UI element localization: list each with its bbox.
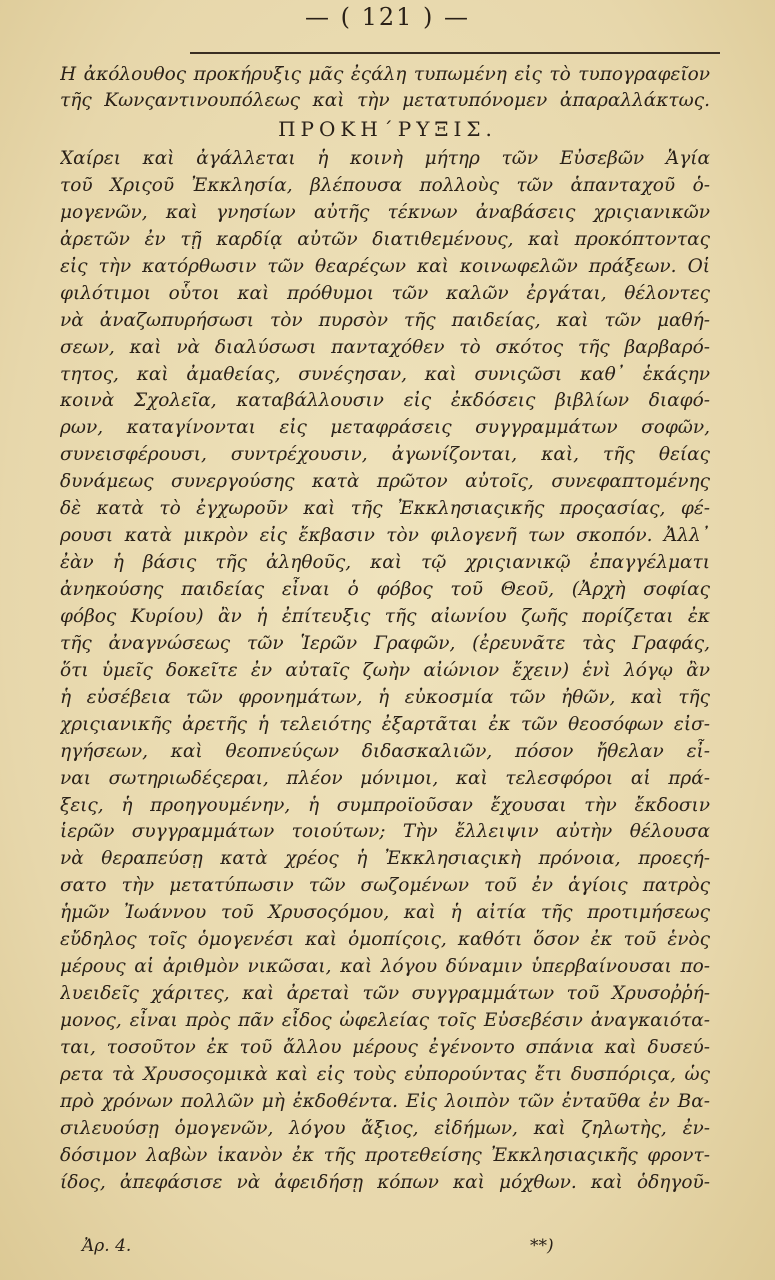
body-line: σατο τὴν μετατύπωσιν τῶν σωζομένων τοῦ ἐν ἁγίοις πατρὸς (60, 875, 710, 897)
body-line: ρουσι κατὰ μικρὸν εἰς ἔκβασιν τὸν φιλογενῆ των σκοπόν. Ἀλλ᾽ (60, 525, 710, 547)
body-line: νὰ ἀναζωπυρήσωσι τὸν πυρσὸν τῆς παιδείας, καὶ τῶν μαθή- (60, 309, 710, 331)
body-line: ρων, καταγίνονται εἰς μεταφράσεις συγγραμμάτων σοφῶν, (60, 417, 710, 439)
signature-mark: Ἀρ. 4. (82, 1236, 132, 1256)
body-line: συνεισφέρουσι, συντρέχουσιν, ἀγωνίζονται, καὶ, τῆς θείας (60, 444, 710, 466)
body-line: ναι σωτηριωδέςεραι, πλέον μόνιμοι, καὶ τελεσφόροι αἱ πρά- (60, 767, 710, 789)
body-line: ἀρετῶν ἐν τῇ καρδίᾳ αὐτῶν διατιθεμένους, καὶ προκόπτοντας (60, 228, 710, 250)
page-number-header: — ( 121 ) — (304, 3, 471, 31)
body-line: ἡμῶν Ἰωάννου τοῦ Χρυσοςόμου, καὶ ἡ αἰτία τῆς προτιμήσεως (60, 902, 710, 924)
body-line: εἰς τὴν κατόρθωσιν τῶν θεαρέςων καὶ κοινωφελῶν πράξεων. Οἱ (60, 255, 710, 277)
body-line: ξεις, ἡ προηγουμένην, ἡ συμπροϊοῦσαν ἔχουσαι τὴν ἔκδοσιν (60, 794, 710, 816)
body-line: σεων, καὶ νὰ διαλύσωσι πανταχόθεν τὸ σκότος τῆς βαρβαρό- (60, 336, 710, 358)
intro-note (60, 62, 710, 114)
body-line: σιλευούσῃ ὁμογενῶν, λόγου ἄξιος, εἰδήμων, καὶ ζηλωτὴς, ἐν- (60, 1117, 710, 1139)
body-line: ηγήσεων, καὶ θεοπνεύςων διδασκαλιῶν, πόσον ἤθελαν εἶ- (60, 740, 710, 762)
header-rule (190, 52, 720, 54)
body-line: ται, τοσοῦτον ἐκ τοῦ ἄλλου μέρους ἐγένοντο σπάνια καὶ δυσεύ- (60, 1036, 710, 1058)
body-line: τῆς ἀναγνώσεως τῶν Ἱερῶν Γραφῶν, (ἐρευνᾶτε τὰς Γραφάς, (60, 632, 710, 654)
body-line: χριςιανικῆς ἀρετῆς ἡ τελειότης ἐξαρτᾶται ἐκ τῶν θεοσόφων εἰσ- (60, 713, 710, 735)
page-footer (0, 1233, 775, 1259)
body-line: ἡ εὐσέβεια τῶν φρονημάτων, ἡ εὐκοσμία τῶν ἠθῶν, καὶ τῆς (60, 686, 710, 708)
body-line: δυνάμεως συνεργούσης κατὰ πρῶτον αὐτοῖς, συνεφαπτομένης (60, 471, 710, 493)
body-line: ρετα τὰ Χρυσοςομικὰ καὶ εἰς τοὺς εὐπορούντας ἔτι δυσπόριςα, ὡς (60, 1063, 710, 1085)
body-line: ἀνηκούσης παιδείας εἶναι ὁ φόβος τοῦ Θεοῦ, (Ἀρχὴ σοφίας (60, 579, 710, 600)
body-line: τητος, καὶ ἀμαθείας, συνέςησαν, καὶ συνιςῶσι καθ᾽ ἑκάςην (60, 363, 710, 385)
body-line: νὰ θεραπεύσῃ κατὰ χρέος ἡ Ἐκκλησιαςικὴ πρόνοια, προεςή- (60, 848, 710, 870)
body-text (60, 146, 710, 1197)
body-line: ἱερῶν συγγραμμάτων τοιούτων; Τὴν ἔλλειψιν αὐτὴν θέλουσα (60, 821, 710, 843)
section-heading: ΠΡΟΚΗ΄ΡΥΞΙΣ. (278, 117, 497, 141)
body-line: δόσιμον λαβὼν ἱκανὸν ἐκ τῆς προτεθείσης Ἐκκλησιαςικῆς φροντ- (60, 1144, 710, 1166)
body-line: λυειδεῖς χάριτες, καὶ ἀρεταὶ τῶν συγγραμμάτων τοῦ Χρυσοῤῥή- (60, 983, 710, 1005)
body-line: εὔδηλος τοῖς ὁμογενέσι καὶ ὁμοπίςοις, καθότι ὅσον ἐκ τοῦ ἑνὸς (60, 929, 710, 951)
body-line: ὅτι ὑμεῖς δοκεῖτε ἐν αὐταῖς ζωὴν αἰώνιον ἔχειν) ἑνὶ λόγῳ ἂν (60, 659, 710, 681)
body-line: κοινὰ Σχολεῖα, καταβάλλουσιν εἰς ἐκδόσεις βιβλίων διαφό- (60, 390, 710, 412)
intro-line: Η ἀκόλουθος προκήρυξις μᾶς ἐςάλη τυπωμένη εἰς τὸ τυπογραφεῖον (60, 64, 710, 85)
catchword: **) (530, 1236, 554, 1256)
body-line: Χαίρει καὶ ἀγάλλεται ἡ κοινὴ μήτηρ τῶν Εὐσεβῶν Ἁγία (60, 148, 710, 169)
body-line: μογενῶν, καὶ γνησίων αὐτῆς τέκνων ἀναβάσεις χριςιανικῶν (60, 201, 710, 223)
intro-line: τῆς Κωνςαντινουπόλεως καὶ τὴν μετατυπόνομεν ἀπαραλλάκτως. (60, 90, 710, 111)
body-line: δὲ κατὰ τὸ ἐγχωροῦν καὶ τῆς Ἐκκλησιαςικῆς προςασίας, φέ- (60, 498, 710, 520)
body-line: ίδος, ἀπεφάσισε νὰ ἀφειδήσῃ κόπων καὶ μόχθων. καὶ ὁδηγοῦ- (60, 1171, 710, 1193)
body-line: φόβος Κυρίου) ἂν ἡ ἐπίτευξις τῆς αἰωνίου ζωῆς πορίζεται ἐκ (60, 605, 710, 627)
body-line: ἐὰν ἡ βάσις τῆς ἀληθοῦς, καὶ τῷ χριςιανικῷ ἐπαγγέλματι (60, 552, 710, 574)
body-line: τοῦ Χριςοῦ Ἐκκλησία, βλέπουσα πολλοὺς τῶν ἁπανταχοῦ ὁ- (60, 174, 710, 196)
body-line: πρὸ χρόνων πολλῶν μὴ ἐκδοθέντα. Εἰς λοιπὸν τῶν ἐνταῦθα ἐν Βα- (60, 1090, 710, 1112)
body-line: μέρους αἱ ἀριθμὸν νικῶσαι, καὶ λόγου δύναμιν ὑπερβαίνουσαι πο- (60, 956, 710, 978)
body-line: φιλότιμοι οὗτοι καὶ πρόθυμοι τῶν καλῶν ἐργάται, θέλοντες (60, 282, 710, 304)
body-line: μονος, εἶναι πρὸς πᾶν εἶδος ὠφελείας τοῖς Εὐσεβέσιν ἀναγκαιότα- (60, 1010, 710, 1031)
